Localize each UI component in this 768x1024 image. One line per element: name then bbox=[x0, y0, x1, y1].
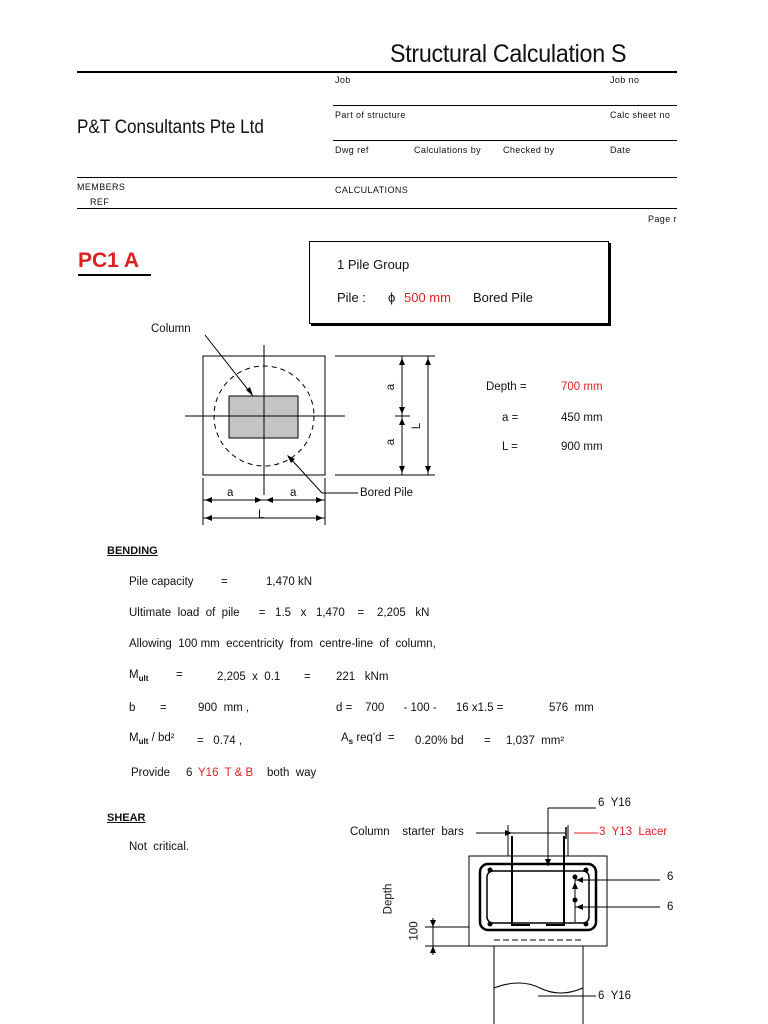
L-eq-label: L = bbox=[502, 441, 518, 453]
provide-label: Provide bbox=[131, 767, 170, 779]
page-label: Page r bbox=[648, 214, 677, 224]
section-top-bars: 6 Y16 bbox=[598, 797, 632, 809]
calc-sheet-label: Calc sheet no bbox=[610, 110, 671, 120]
m-bd2-symbol: M bbox=[129, 732, 139, 744]
company-name: P&T Consultants Pte Ltd bbox=[77, 117, 264, 138]
dim-a-top-vertical: a bbox=[385, 383, 398, 391]
dim-L-vertical: L bbox=[411, 422, 424, 430]
dim-a-right: a bbox=[290, 487, 297, 499]
side-bars-1: 6 bbox=[667, 871, 674, 883]
d-value: 576 mm bbox=[549, 702, 594, 714]
part-label: Part of structure bbox=[335, 110, 406, 120]
sheet-title: Structural Calculation S bbox=[390, 40, 627, 68]
b-label: b bbox=[129, 702, 136, 714]
a-eq-label: a = bbox=[502, 412, 519, 424]
shear-note: Not critical. bbox=[129, 841, 190, 853]
bored-pile-label: Bored Pile bbox=[360, 487, 414, 499]
cap-outline bbox=[203, 356, 325, 475]
pile-group-text: 1 Pile Group bbox=[337, 257, 410, 272]
section-depth-label: Depth bbox=[382, 883, 395, 915]
members-label: MEMBERS bbox=[77, 182, 126, 192]
as-label bbox=[341, 732, 395, 746]
cap-section-outline bbox=[469, 856, 607, 946]
section-cover-label: 100 bbox=[408, 921, 421, 941]
as-subscript: s bbox=[348, 737, 354, 746]
pile-info-box bbox=[309, 241, 609, 324]
column-label: Column bbox=[151, 323, 191, 335]
m-ult-calc: 2,205 x 0.1 bbox=[217, 671, 281, 683]
header-rule-2 bbox=[333, 140, 677, 141]
phi-symbol: ϕ bbox=[388, 290, 396, 305]
pile-capacity-eq: = bbox=[221, 576, 228, 588]
pile-capacity-value: 1,470 kN bbox=[266, 576, 313, 588]
as-eq: = bbox=[484, 735, 491, 747]
m-ult-eq: = bbox=[176, 669, 183, 681]
provide-tail: both way bbox=[267, 767, 317, 779]
dim-a-left: a bbox=[227, 487, 234, 499]
calc-by-label: Calculations by bbox=[414, 145, 482, 155]
provide-qty: 6 bbox=[186, 767, 193, 779]
pile-cap-id: PC1 A bbox=[78, 249, 140, 272]
L-value: 900 mm bbox=[561, 441, 603, 453]
header-rule-4 bbox=[77, 208, 677, 209]
provide-bars: Y16 T & B bbox=[198, 767, 254, 779]
depth-label: Depth = bbox=[486, 381, 527, 393]
pile-label: Pile : bbox=[337, 290, 366, 305]
job-no-label: Job no bbox=[610, 75, 640, 85]
dim-L-bottom: L bbox=[258, 509, 265, 521]
dwg-ref-label: Dwg ref bbox=[335, 145, 369, 155]
as-symbol: A bbox=[341, 732, 349, 744]
a-value: 450 mm bbox=[561, 412, 603, 424]
b-eq: = bbox=[160, 702, 167, 714]
pile-capacity-label: Pile capacity bbox=[129, 576, 194, 588]
bending-heading: BENDING bbox=[107, 545, 158, 557]
m-ult-symbol: M bbox=[129, 669, 139, 681]
dim-a-bottom-vertical: a bbox=[385, 438, 398, 446]
checked-by-label: Checked by bbox=[503, 145, 555, 155]
pile-cap-underline bbox=[78, 274, 151, 276]
depth-value: 700 mm bbox=[561, 381, 603, 393]
as-rest: req'd = bbox=[353, 732, 395, 744]
ref-label: REF bbox=[90, 197, 110, 207]
calculations-label: CALCULATIONS bbox=[335, 185, 409, 195]
section-bottom-bars: 6 Y16 bbox=[598, 990, 632, 1002]
as-percent: 0.20% bd bbox=[415, 735, 464, 747]
m-ult-subscript: ult bbox=[138, 674, 149, 683]
m-ult-eq2: = bbox=[304, 671, 311, 683]
b-value: 900 mm , bbox=[198, 702, 250, 714]
m-bd2-value: = 0.74 , bbox=[197, 735, 243, 747]
d-calc: d = 700 - 100 - 16 x1.5 = bbox=[336, 702, 504, 714]
shear-heading: SHEAR bbox=[107, 812, 146, 824]
side-bars-2: 6 bbox=[667, 901, 674, 913]
column-starter-label: Column starter bars bbox=[350, 826, 464, 838]
ultimate-load-line: Ultimate load of pile = 1.5 x 1,470 = 2,205 kN bbox=[129, 607, 430, 619]
lacer-label: 3 Y13 Lacer bbox=[599, 826, 668, 838]
job-label: Job bbox=[335, 75, 351, 85]
m-ult-value: 221 kNm bbox=[336, 671, 389, 683]
m-bd2-label bbox=[129, 732, 175, 746]
header-rule-3 bbox=[77, 177, 677, 178]
title-rule bbox=[77, 71, 677, 73]
m-ult-label bbox=[129, 669, 148, 683]
pile-type: Bored Pile bbox=[473, 290, 533, 305]
as-value: 1,037 mm² bbox=[506, 735, 565, 747]
date-label: Date bbox=[610, 145, 631, 155]
m-bd2-subscript: ult bbox=[138, 737, 149, 746]
m-bd2-rest: / bd² bbox=[148, 732, 175, 744]
pile-diameter: 500 mm bbox=[404, 290, 451, 305]
pile-circle bbox=[214, 366, 314, 466]
column-section bbox=[229, 396, 298, 438]
header-rule-1 bbox=[333, 105, 677, 106]
eccentricity-line: Allowing 100 mm eccentricity from centre-line of column, bbox=[129, 638, 436, 650]
